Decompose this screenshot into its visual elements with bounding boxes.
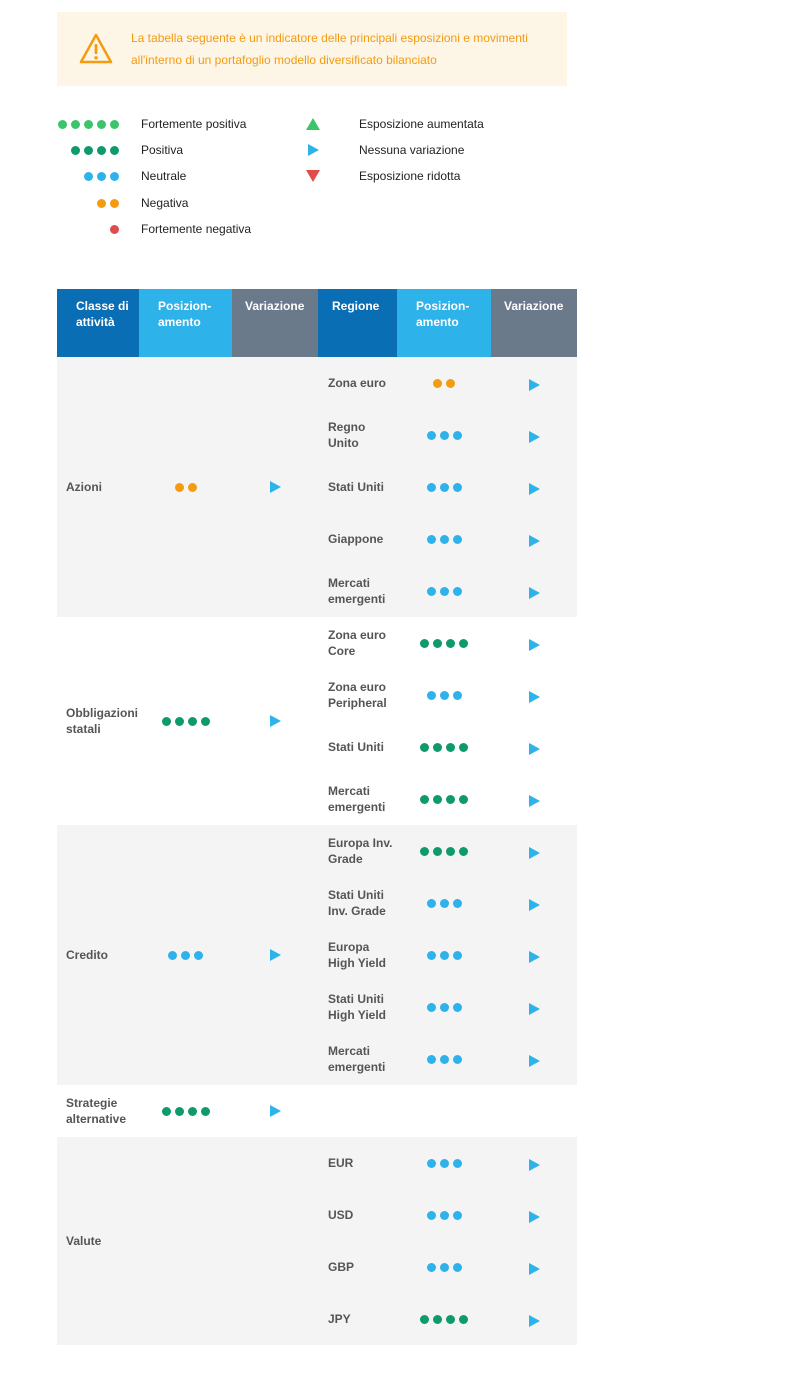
legend-level-neutral [57,164,186,188]
asset-class-positioning [139,1085,232,1137]
rating-dot [433,379,442,388]
rating-dot [427,1159,436,1168]
region-name: GBP [328,1260,355,1274]
legend-level-label: Negativa [141,196,189,210]
rating-dot [453,587,462,596]
asset-class-name: Credito [66,948,108,962]
table-row [318,981,577,1033]
table-row [318,1189,577,1241]
legend-change-none [303,138,464,162]
rating-dot [97,199,106,208]
region-positioning [397,691,491,700]
header-asset-class: Classe di attività [57,289,139,357]
triangle-right-icon [529,795,540,807]
asset-class-positioning [139,825,232,1085]
rating-dot [433,847,442,856]
header-asset-change: Variazione [232,289,318,357]
rating-dot [453,1003,462,1012]
triangle-right-icon [529,1263,540,1275]
region-change [491,1051,577,1067]
rating-dot [175,1107,184,1116]
table-row [318,409,577,461]
legend-dots [57,199,119,208]
region-change [491,739,577,755]
asset-class-change [232,357,318,617]
asset-class-name: Strategie alternative [66,1096,127,1126]
rating-dot [427,1211,436,1220]
region-name: Stati Uniti High Yield [328,992,387,1022]
region-rows [318,825,577,1085]
rating-dot [453,1055,462,1064]
table-row [318,1293,577,1345]
table-row [318,461,577,513]
legend-dots [57,146,119,155]
rating-dot [453,691,462,700]
rating-dot [440,1055,449,1064]
region-positioning [397,1211,491,1220]
rating-dot [110,172,119,181]
rating-dot [97,120,106,129]
rating-dot [97,172,106,181]
legend-dots [57,225,119,234]
region-rows [318,1137,577,1345]
region-positioning [397,431,491,440]
rating-dot [440,431,449,440]
rating-dot [440,1211,449,1220]
rating-dot [427,431,436,440]
asset-class-change [232,1085,318,1137]
region-change [491,1311,577,1327]
asset-class-positioning [139,357,232,617]
table-row [318,929,577,981]
region-positioning [397,1263,491,1272]
rating-dot [427,483,436,492]
legend-change-label: Nessuna variazione [359,143,465,157]
region-positioning [397,1003,491,1012]
rating-dot [84,120,93,129]
table-row [318,825,577,877]
rating-dot [110,146,119,155]
rating-dot [453,431,462,440]
rating-dot [446,795,455,804]
rating-dot [440,691,449,700]
rating-dot [97,146,106,155]
rating-dot [440,1003,449,1012]
triangle-right-icon [270,949,281,961]
table-row [318,565,577,617]
rating-dot [427,1055,436,1064]
rating-dot [446,743,455,752]
legend-level-strong-positive [57,112,246,136]
region-change [491,531,577,547]
region-positioning [397,795,491,804]
rating-dot [459,639,468,648]
rating-dot [453,1263,462,1272]
rating-dot [71,120,80,129]
triangle-down-icon [306,170,320,182]
rating-dot [420,639,429,648]
region-change [491,1259,577,1275]
notice-line-2: all'interno di un portafoglio modello diversificato bilanciato [131,53,437,67]
legend-level-label: Positiva [141,143,184,157]
rating-dot [175,483,184,492]
region-name: Stati Uniti Inv. Grade [328,888,386,918]
triangle-right-icon [270,481,281,493]
rating-dot [453,1159,462,1168]
asset-class-change [232,825,318,1085]
rating-dot [201,717,210,726]
triangle-right-icon [529,1315,540,1327]
region-name: Europa High Yield [328,940,387,970]
table-body [57,357,577,1345]
triangle-right-icon [529,483,540,495]
legend-dots [57,172,119,181]
asset-class-positioning [139,617,232,825]
legend-change-label: Esposizione ridotta [359,169,461,183]
legend-change-reduced [303,164,460,188]
asset-class-name: Valute [66,1234,102,1248]
rating-dot [427,1003,436,1012]
region-change [491,1155,577,1171]
region-change [491,947,577,963]
rating-dot [440,899,449,908]
rating-dot [427,899,436,908]
legend-level-label: Neutrale [141,169,187,183]
table-row [318,1137,577,1189]
region-change [491,635,577,651]
rating-dot [440,1263,449,1272]
rating-dot [459,795,468,804]
table-group [57,357,577,617]
rating-dot [420,743,429,752]
legend-level-strong-negative [57,217,251,241]
triangle-right-icon [270,1105,281,1117]
legend-change-label: Esposizione aumentata [359,117,484,131]
rating-dot [84,172,93,181]
region-name: USD [328,1208,354,1222]
rating-dot [427,535,436,544]
rating-dot [446,1315,455,1324]
region-positioning [397,951,491,960]
legend-level-label: Fortemente positiva [141,117,247,131]
rating-dot [446,379,455,388]
table-row [318,877,577,929]
region-change [491,687,577,703]
table-row [318,669,577,721]
legend-level-negative [57,191,188,215]
region-name: Mercati emergenti [328,576,386,606]
rating-dot [459,1315,468,1324]
rating-dot [446,639,455,648]
triangle-right-icon [529,535,540,547]
region-change [491,1207,577,1223]
region-positioning [397,1315,491,1324]
region-positioning [397,743,491,752]
region-rows [318,357,577,617]
region-positioning [397,899,491,908]
legend-dots [57,120,119,129]
region-change [491,999,577,1015]
header-asset-positioning: Posizion-amento [139,289,232,357]
rating-dot [433,795,442,804]
notice-text [131,27,528,71]
rating-dot [453,1211,462,1220]
triangle-right-icon [529,1003,540,1015]
rating-dot [446,847,455,856]
triangle-right-icon [529,587,540,599]
rating-dot [110,225,119,234]
triangle-right-icon [529,1055,540,1067]
region-name: EUR [328,1156,354,1170]
triangle-right-icon [529,639,540,651]
allocation-table [57,289,577,1345]
rating-dot [168,951,177,960]
rating-dot [188,1107,197,1116]
notice-banner [57,12,567,86]
region-name: Mercati emergenti [328,784,386,814]
triangle-right-icon [529,899,540,911]
region-positioning [397,1159,491,1168]
rating-dot [427,691,436,700]
rating-dot [440,951,449,960]
rating-dot [453,483,462,492]
rating-dot [188,483,197,492]
triangle-right-icon [529,1159,540,1171]
region-positioning [397,535,491,544]
region-change [491,843,577,859]
table-row [318,1033,577,1085]
table-group [57,617,577,825]
region-name: Stati Uniti [328,740,384,754]
table-group [57,1137,577,1345]
triangle-right-icon [308,144,319,156]
region-name: Zona euro [328,376,387,390]
header-region: Regione [318,289,397,357]
rating-dot [453,899,462,908]
rating-dot [433,639,442,648]
triangle-right-icon [529,743,540,755]
rating-dot [440,535,449,544]
table-row [318,357,577,409]
rating-dot [58,120,67,129]
rating-dot [420,1315,429,1324]
rating-dot [440,483,449,492]
region-positioning [397,639,491,648]
rating-dot [110,120,119,129]
rating-dot [175,717,184,726]
region-name: Europa Inv. Grade [328,836,393,866]
table-row [318,617,577,669]
rating-dot [427,951,436,960]
rating-dot [427,1263,436,1272]
triangle-right-icon [529,847,540,859]
rating-dot [440,587,449,596]
region-positioning [397,847,491,856]
rating-dot [71,146,80,155]
rating-dot [453,535,462,544]
region-positioning [397,483,491,492]
rating-dot [188,717,197,726]
rating-dot [194,951,203,960]
rating-dot [433,1315,442,1324]
region-change [491,895,577,911]
triangle-right-icon [529,691,540,703]
region-name: JPY [328,1312,351,1326]
asset-class-name: Azioni [66,480,102,494]
legend-level-positive [57,138,183,162]
triangle-right-icon [529,951,540,963]
triangle-right-icon [529,1211,540,1223]
region-positioning [397,1055,491,1064]
rating-dot [420,795,429,804]
triangle-right-icon [529,431,540,443]
table-row [318,1241,577,1293]
rating-dot [453,951,462,960]
region-change [491,479,577,495]
rating-dot [459,743,468,752]
table-row [318,773,577,825]
table-row [318,721,577,773]
rating-dot [440,1159,449,1168]
notice-line-1: La tabella seguente è un indicatore delle principali esposizioni e movimenti [131,31,528,45]
asset-class-change [232,617,318,825]
region-change [491,583,577,599]
region-rows [318,1085,577,1137]
header-region-positioning: Posizion-amento [397,289,491,357]
triangle-right-icon [529,379,540,391]
asset-class-positioning [139,1137,232,1345]
rating-dot [433,743,442,752]
triangle-up-icon [306,118,320,130]
triangle-right-icon [270,715,281,727]
table-header [57,289,577,357]
region-name: Zona euro Core [328,628,387,658]
rating-dot [427,587,436,596]
region-name: Giappone [328,532,384,546]
rating-dot [181,951,190,960]
warning-icon [79,32,113,66]
rating-dot [84,146,93,155]
legend [57,112,617,242]
table-group [57,825,577,1085]
region-positioning [397,379,491,388]
region-positioning [397,587,491,596]
rating-dot [420,847,429,856]
rating-dot [110,199,119,208]
asset-class-name: Obbligazioni statali [66,706,138,736]
region-name: Zona euro Peripheral [328,680,387,710]
rating-dot [162,1107,171,1116]
region-change [491,791,577,807]
region-rows [318,617,577,825]
header-region-change: Variazione [491,289,577,357]
rating-dot [459,847,468,856]
rating-dot [201,1107,210,1116]
region-change [491,375,577,391]
legend-level-label: Fortemente negativa [141,222,252,236]
rating-dot [162,717,171,726]
region-change [491,427,577,443]
legend-change-increased [303,112,484,136]
region-name: Regno Unito [328,420,366,450]
asset-class-change [232,1137,318,1345]
region-name: Stati Uniti [328,480,384,494]
table-group [57,1085,577,1137]
table-row [318,513,577,565]
region-name: Mercati emergenti [328,1044,386,1074]
